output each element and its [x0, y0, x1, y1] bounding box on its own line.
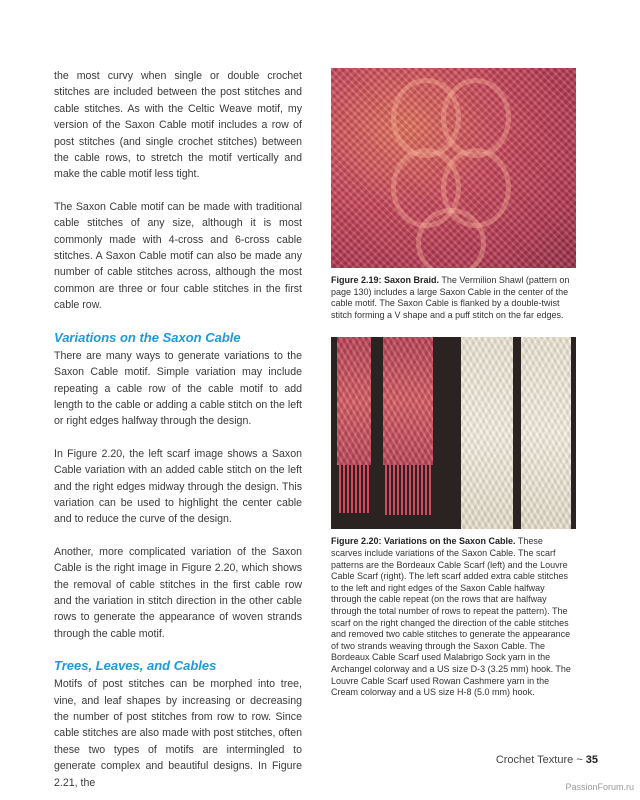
figure-2-19-label: Figure 2.19: Saxon Braid.	[331, 275, 440, 285]
body-paragraph-1: the most curvy when single or double crochet stitches are included between the post stitches and cable stitches. As with the Celtic Weave motif, my version of the Saxon Cable motif includes a row of post stitches (and single crochet stitches) between the cable rows, to stretch the motif vertically and make the cable motif less tight.	[54, 70, 302, 181]
louvre-scarf-right	[521, 337, 571, 529]
figure-2-20-text: These scarves include variations of the Saxon Cable. The scarf patterns are the Bordeaux Cable Scarf (left) and the Louvre Cable Scarf (right). The left scarf added extra cable stitches to the left and right edges of the Saxon Cable halfway through the cable repeat (on the rows that are halfway through the total number of rows to repeat the pattern). The scarf on the right changed the direction of the cable stitches and removed two cable stitches to generate the appearance of two strands weaving through the Saxon Cable. The Bordeaux Cable Scarf used Malabrigo Sock yarn in the Archangel colorway and a US size D-3 (3.25 mm) hook. The Louvre Cable Scarf used Rowan Cashmere yarn in the Cream colorway and a US size H-8 (5.0 mm) hook.	[331, 536, 571, 698]
figure-2-20-caption	[331, 536, 576, 698]
body-paragraph-4: In Figure 2.20, the left scarf image shows a Saxon Cable variation with an added cable stitch on the left and the right edges midway through the design. This variation can be used to highlight the center cable and to reduce the curve of the design.	[54, 447, 302, 526]
louvre-scarf-left	[461, 337, 513, 529]
book-title: Crochet Texture ~	[495, 754, 583, 766]
page-number: 35	[585, 754, 598, 766]
bordeaux-scarf-left	[337, 337, 371, 465]
right-figure-column	[331, 68, 576, 699]
figure-2-19-text: The Vermilion Shawl (pattern on page 130) includes a large Saxon Cable in the center of the cable motif. The Saxon Cable is flanked by a double-twist stitch forming a V shape and a puff stitch on the far edges.	[331, 275, 570, 320]
saxon-variation-scarves-photo	[331, 337, 576, 529]
bordeaux-scarf-right	[383, 337, 433, 465]
figure-2-20-label: Figure 2.20: Variations on the Saxon Cable.	[331, 536, 516, 547]
body-paragraph-5: Another, more complicated variation of the Saxon Cable is the right image in Figure 2.20, which shows the removal of cable stitches in the first cable row and the variation in stitch direction in the other cable rows to generate the appearance of woven strands through the cable motif.	[54, 545, 302, 640]
body-paragraph-2: The Saxon Cable motif can be made with traditional cable stitches of any size, although it is most commonly made with 4-cross and 6-cross cable stitches. A Saxon Cable motif can also be made any number of cable stitches across, although the most common are three or four cable stitches in the first cable row.	[54, 200, 302, 312]
bordeaux-scarf-left-fringe	[339, 465, 369, 513]
figure-2-19-caption	[331, 275, 576, 321]
heading-variations: Variations on the Saxon Cable	[54, 329, 241, 345]
left-text-column	[54, 68, 302, 791]
body-paragraph-6: Motifs of post stitches can be morphed into tree, vine, and leaf shapes by increasing or decreasing the number of post stitches from row to row. Since cable stitches are also made with post stitches, often these two types of motifs are intermingled to generate complex and beautiful designs. In Figure 2.21, the	[54, 678, 302, 789]
body-paragraph-3: There are many ways to generate variations to the Saxon Cable motif. Simple variation may include repeating a cable row of the cable motif to add length to the cable or adding a cable stitch on the left or right edges halfway through the design.	[54, 349, 302, 428]
bordeaux-scarf-right-fringe	[385, 465, 431, 515]
watermark: PassionForum.ru	[565, 782, 634, 792]
page-footer	[496, 754, 598, 766]
heading-trees-leaves-cables: Trees, Leaves, and Cables	[54, 658, 217, 674]
saxon-braid-photo	[331, 68, 576, 268]
